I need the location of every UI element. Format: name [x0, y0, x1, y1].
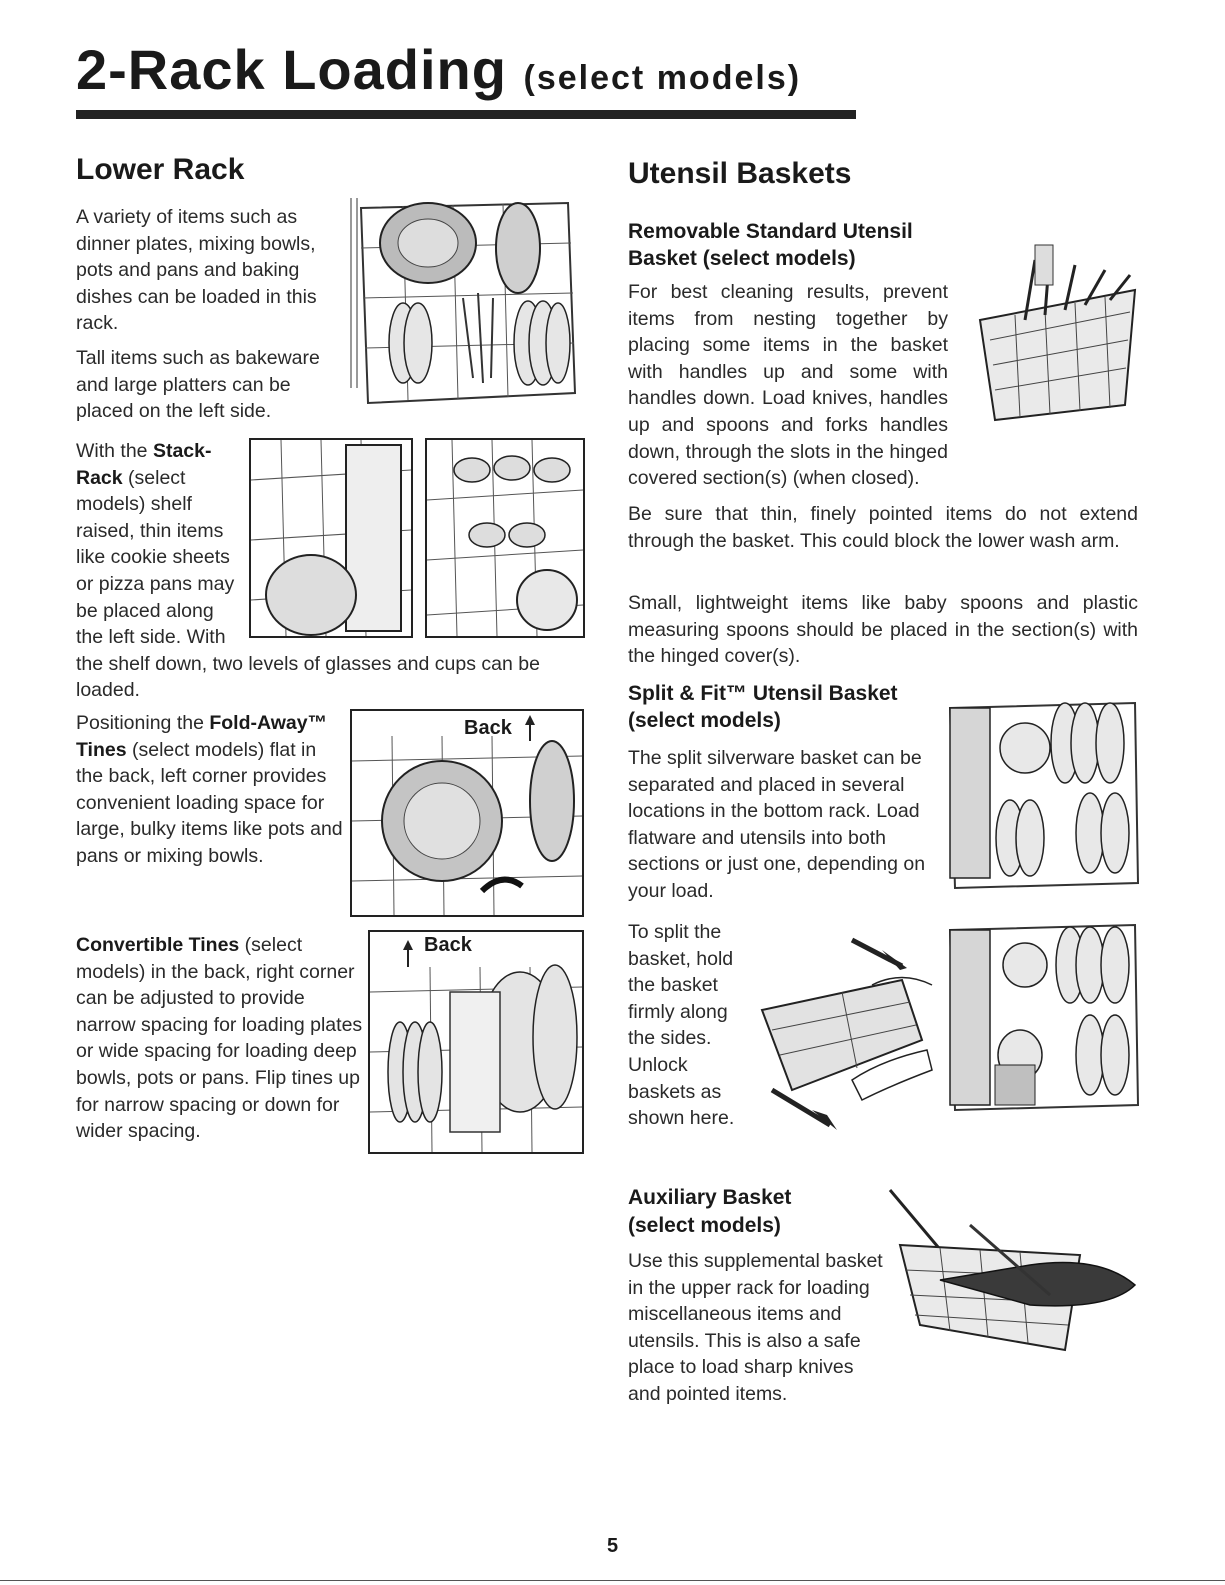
stack-rack-raised-illustration: [249, 438, 413, 638]
auxiliary-basket-drawing: [880, 1185, 1140, 1365]
lower-rack-heading: Lower Rack: [76, 153, 245, 186]
stack-rack-term: Stack-Rack: [76, 440, 212, 489]
removable-basket-illustration: [965, 240, 1145, 425]
stack-rack-pre: With the: [76, 440, 153, 462]
utensil-baskets-heading: Utensil Baskets: [628, 157, 852, 190]
lower-rack-drawing: [343, 188, 583, 413]
fold-away-back-label: Back: [464, 717, 512, 739]
convertible-tines-back-label: Back: [424, 934, 472, 956]
page-number: 5: [606, 1535, 619, 1557]
lower-rack-para1: A variety of items such as dinner plates, mixing bowls, pots and pans and baking dishes can be loaded in this rack.: [76, 206, 317, 335]
page-title-sub: (select models): [523, 59, 802, 97]
stack-rack-down-illustration: [425, 438, 585, 638]
convertible-tines-drawing: [370, 932, 582, 1152]
split-fit-heading-line2: (select models): [628, 709, 781, 732]
split-fit-rack-illustration: [940, 688, 1140, 893]
removable-basket-heading: Removable Standard Utensil Basket (select models): [628, 220, 913, 270]
convertible-tines-para: [76, 932, 364, 1145]
lower-rack-para2: Tall items such as bakeware and large platters can be placed on the left side.: [76, 347, 320, 423]
split-basket-in-rack-illustration: [940, 915, 1140, 1115]
fold-away-pre: Positioning the: [76, 712, 210, 734]
convertible-tines-illustration: [368, 930, 584, 1154]
split-fit-rack-drawing: [940, 688, 1140, 893]
page-title-main: 2-Rack Loading: [76, 38, 507, 101]
convertible-tines-term: Convertible Tines: [76, 934, 240, 956]
split-fit-howto: To split the basket, hold the basket firmly along the sides. Unlock baskets as shown here.: [628, 921, 735, 1130]
removable-basket-para1-top: [628, 279, 948, 492]
split-basket-drawing: [752, 930, 937, 1140]
auxiliary-heading-line1: Auxiliary Basket: [628, 1186, 792, 1209]
removable-basket-para3: Small, lightweight items like baby spoons and plastic measuring spoons should be placed in the section(s) with the hinged cover(s).: [628, 592, 1138, 668]
removable-basket-para2: Be sure that thin, finely pointed items do not extend through the basket. This could block the lower wash arm.: [628, 503, 1138, 552]
stack-rack-post-short: (select models) shelf raised, thin items like cookie sheets or pizza pans may be placed along the left side. With the shelf down, two levels of glasses and cups can be loaded.: [76, 466, 540, 702]
stack-rack-raised-drawing: [251, 440, 411, 636]
auxiliary-heading-line2: (select models): [628, 1214, 781, 1237]
title-rule: [76, 110, 856, 119]
lower-rack-illustration: [343, 188, 583, 413]
removable-basket-para1: For best cleaning results, prevent items from nesting together by placing some items in the basket with handles up and some with handles down. Load knives, handles up and spoons and forks handles down, through the slots in the hinged covered section(s) (when closed).: [628, 281, 948, 490]
bottom-rule: [0, 1580, 1225, 1581]
fold-away-post: (select models) flat in the back, left corner provides convenient loading space for large, bulky items like pots and pans or mixing bowls.: [76, 738, 343, 867]
split-basket-in-rack-drawing: [940, 915, 1140, 1115]
split-fit-heading-line1: Split & Fit™ Utensil Basket: [628, 682, 898, 705]
fold-away-para: [76, 710, 344, 870]
auxiliary-basket-illustration: [880, 1185, 1140, 1365]
split-basket-illustration: [752, 930, 937, 1140]
fold-away-drawing: [352, 711, 582, 915]
auxiliary-para: Use this supplemental basket in the upper rack for loading miscellaneous items and utensils. This is also a safe place to load sharp knives and pointed items.: [628, 1250, 883, 1405]
fold-away-term: Fold-Away™ Tines: [76, 712, 328, 761]
page-title: [76, 36, 801, 112]
removable-basket-drawing: [965, 240, 1145, 425]
fold-away-illustration: [350, 709, 584, 917]
split-fit-para: The split silverware basket can be separated and placed in several locations in the bottom rack. Load flatware and utensils into both sections or just one, depending on your load.: [628, 747, 926, 902]
convertible-tines-post: (select models) in the back, right corner can be adjusted to provide narrow spacing for loading plates or wide spacing for loading deep bowls, pots or pans. Flip tines up for narrow spacing or down for wider spacing.: [76, 934, 363, 1143]
stack-rack-down-drawing: [427, 440, 583, 636]
